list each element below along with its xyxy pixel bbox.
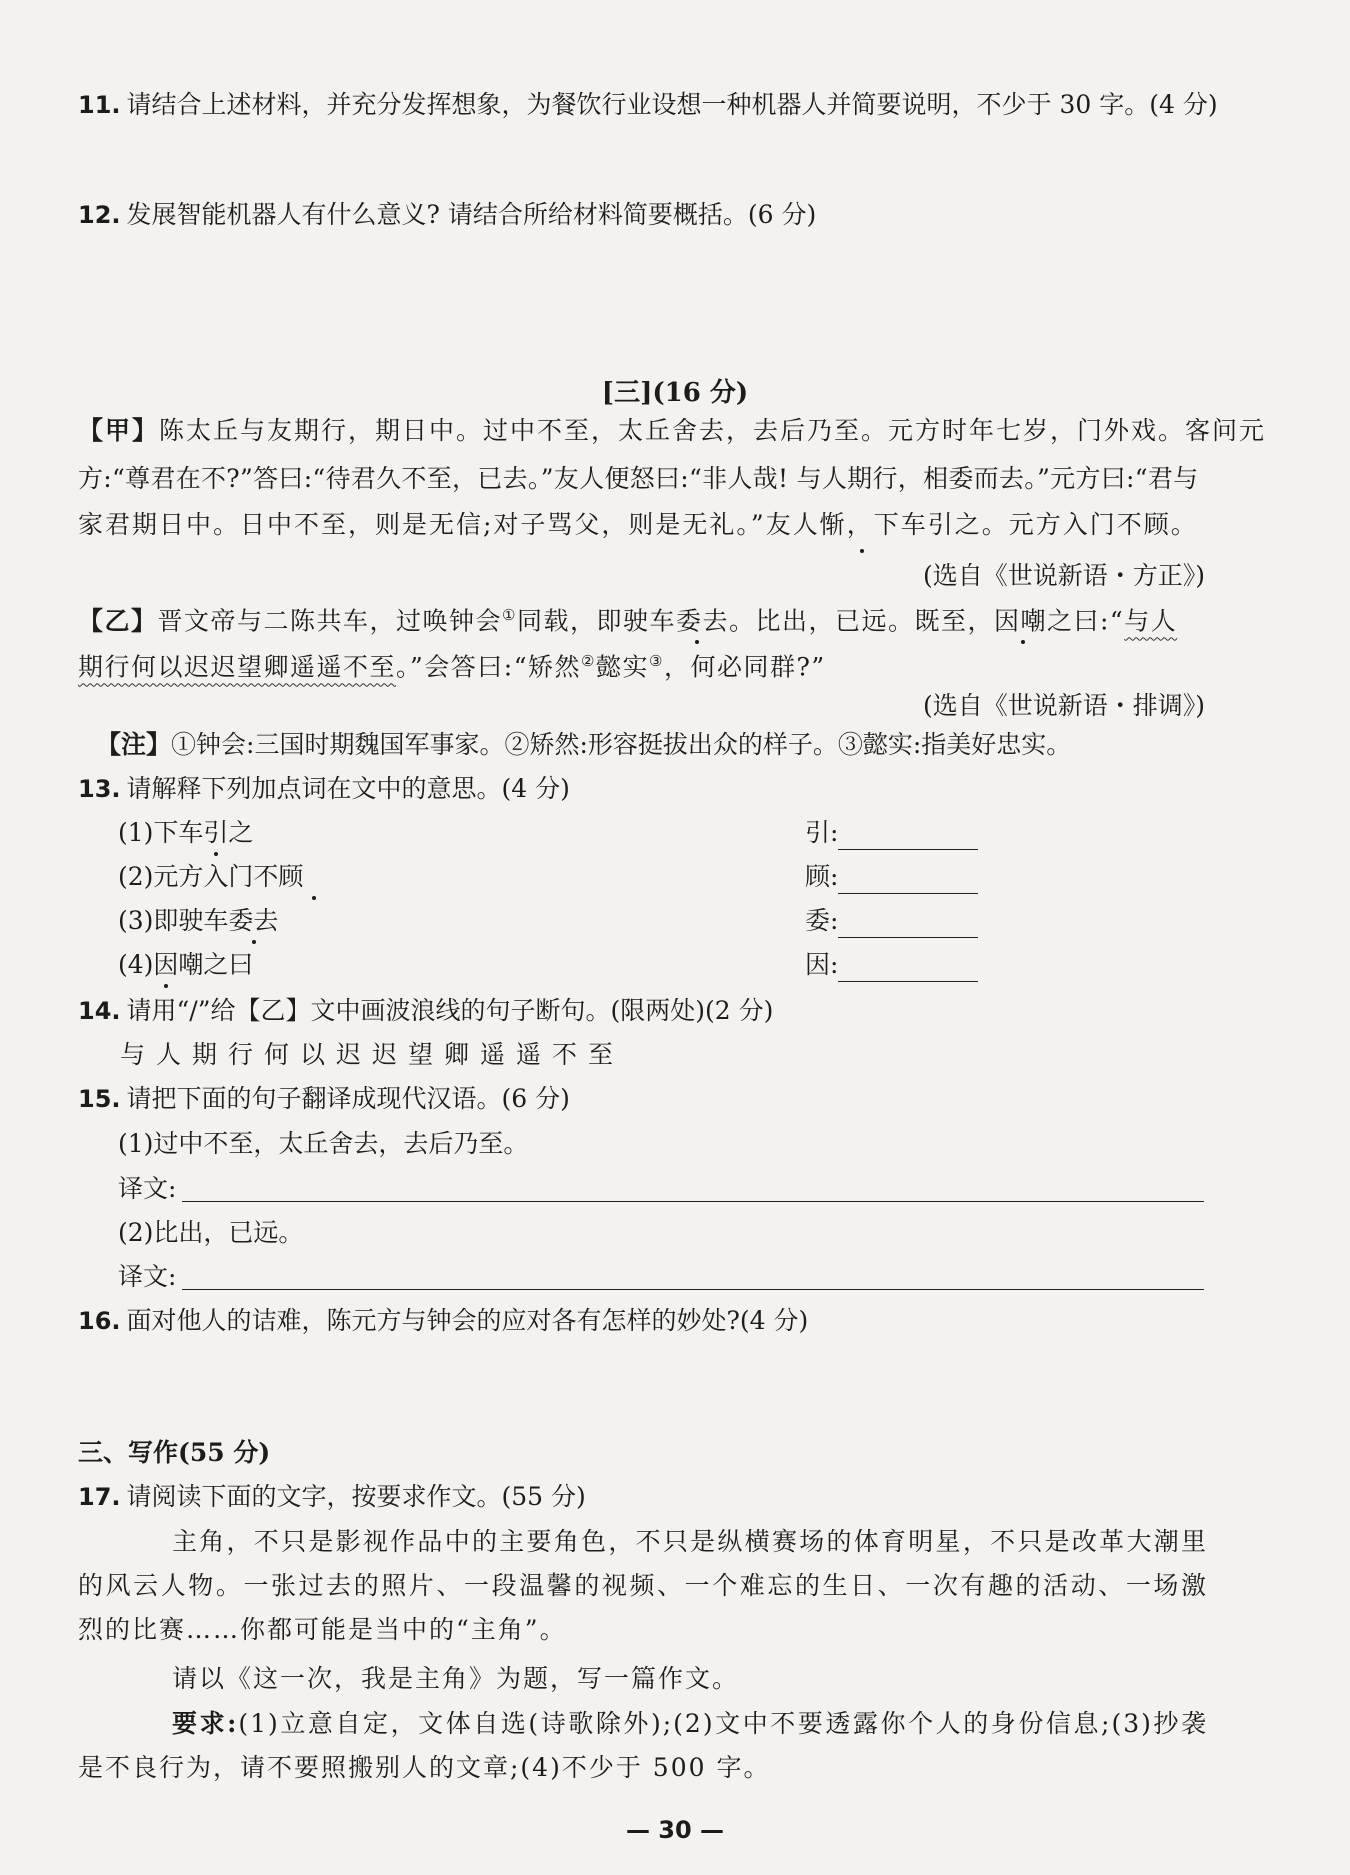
passage-jia-line-1 [78,414,1266,448]
question-17 [78,1480,586,1514]
passage-text: 陈太丘与友期行，期日中。过中不至，太丘舍去，去后乃至。元方时年七岁，门外戏。客问元 [159,416,1267,445]
q15-sentence-1: (1)过中不至，太丘舍去，去后乃至。 [118,1129,529,1158]
question-number: 15. [78,1085,121,1113]
footnote-line [96,728,1071,762]
translation-line-1[interactable] [182,1201,1204,1202]
translation-label: 译文: [118,1174,177,1203]
prompt-requirements [78,1702,1208,1790]
question-number: 14. [78,997,121,1025]
question-number: 13. [78,775,121,803]
passage-jia-line-2: 方:“尊君在不?”答曰:“待君久不至，已去。”友人便怒曰:“非人哉! 与人期行，相委而去。”元方曰:“君与 [78,464,1199,493]
passage-text: 。”会答曰:“矫然 [396,652,582,682]
translation-line-2[interactable] [182,1289,1204,1290]
passage-text: 懿实 [595,652,649,682]
question-12 [78,198,816,232]
translation-label: 译文: [118,1262,177,1291]
question-11 [78,88,1218,122]
question-text: 发展智能机器人有什么意义? 请结合所给材料简要概括。(6 分) [126,200,817,229]
answer-label: 因: [805,950,839,979]
answer-blank[interactable] [838,823,978,850]
answer-blank[interactable] [838,955,978,982]
question-number: 16. [78,1307,121,1335]
footnote-mark: ② [581,652,596,670]
question-text: 面对他人的诘难，陈元方与钟会的应对各有怎样的妙处?(4 分) [126,1306,809,1335]
answer-label: 引: [805,818,839,847]
q15-sentence-2: (2)比出，已远。 [118,1218,304,1247]
passage-yi-line-2 [78,644,826,684]
prompt-instruction: 请以《这一次，我是主角》为题，写一篇作文。 [172,1664,740,1693]
question-text: 请结合上述材料，并充分发挥想象，为餐饮行业设想一种机器人并简要说明，不少于 30 字。(4 分) [126,90,1218,119]
footnote-mark: ③ [648,652,664,670]
requirements-label: 要求: [172,1709,239,1738]
question-number: 17. [78,1483,121,1511]
prompt-paragraph: 主角，不只是影视作品中的主要角色，不只是纵横赛场的体育明星，不只是改革大潮里的风云人物。一张过去的照片、一段温馨的视频、一个难忘的生日、一次有趣的活动、一场激烈的比赛……你都可能是当中的“主角”。 [78,1527,1208,1644]
emphasis-dot [252,940,256,944]
q13-answer-1 [805,816,978,850]
q13-answer-4 [805,948,978,982]
question-13 [78,772,570,806]
note-text: ①钟会:三国时期魏国军事家。②矫然:形容挺拔出众的样子。③懿实:指美好忠实。 [171,730,1072,759]
sentence-to-punctuate: 与人期行何以迟迟望卿遥遥不至 [120,1040,625,1069]
q13-item-2: (2)元方入门不顾 [118,862,304,891]
emphasis-dot [312,896,316,900]
emphasis-dot [1021,640,1025,644]
q13-item-3: (3)即驶车委去 [118,906,279,935]
section-title: [三](16 分) [601,378,749,408]
question-15 [78,1082,570,1116]
q13-item-1: (1)下车引之 [118,818,254,847]
requirements-text: (1)立意自定，文体自选(诗歌除外);(2)文中不要透露你个人的身份信息;(3)抄袭是不良行为，请不要照搬别人的文章;(4)不少于 500 字。 [78,1709,1208,1782]
answer-label: 顾: [805,862,839,891]
passage-source: (选自《世说新语・排调》) [922,691,1205,720]
emphasis-dot [164,984,168,988]
question-number: 12. [78,201,121,229]
q13-answer-2 [805,860,978,894]
passage-source: (选自《世说新语・方正》) [922,561,1205,590]
passage-label: 【乙】 [78,606,158,636]
question-text: 请用“/”给【乙】文中画波浪线的句子断句。(限两处)(2 分) [126,996,774,1025]
answer-blank[interactable] [838,867,978,894]
wavy-underlined-text: 期行何以迟迟望卿遥遥不至 [78,652,397,682]
wavy-underlined-text: 与人 [1124,606,1178,636]
question-number: 11. [78,91,121,119]
answer-label: 委: [805,906,839,935]
question-text: 请把下面的句子翻译成现代汉语。(6 分) [126,1084,570,1113]
passage-yi-line-1 [78,598,1177,638]
question-16 [78,1304,808,1338]
question-14 [78,994,773,1028]
passage-text: 晋文帝与二陈共车，过唤钟会 [157,606,503,636]
answer-blank[interactable] [838,911,978,938]
q13-answer-3 [805,904,978,938]
emphasis-dot [860,549,864,553]
passage-text: ，何必同群?” [663,652,826,682]
passage-label: 【甲】 [78,416,160,445]
page-number: — 30 — [625,1816,725,1844]
question-text: 请阅读下面的文字，按要求作文。(55 分) [126,1482,586,1511]
emphasis-dot [214,852,218,856]
passage-jia-line-3: 家君期日中。日中不至，则是无信;对子骂父，则是无礼。”友人惭，下车引之。元方入门不顾。 [78,510,1198,539]
writing-section-title: 三、写作(55 分) [78,1438,271,1467]
passage-text: 同载，即驶车委去。比出，已远。既至，因嘲之曰:“ [516,606,1125,636]
note-label: 【注】 [96,730,172,759]
q13-item-4: (4)因嘲之曰 [118,950,254,979]
question-text: 请解释下列加点词在文中的意思。(4 分) [126,774,570,803]
footnote-mark: ① [502,606,517,624]
